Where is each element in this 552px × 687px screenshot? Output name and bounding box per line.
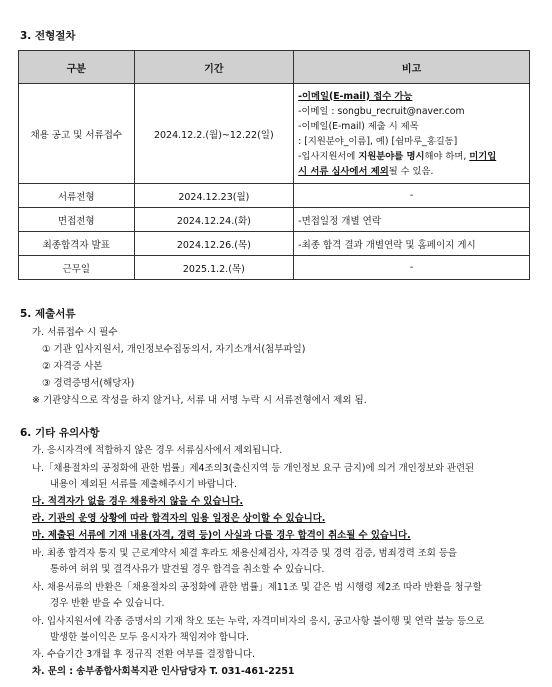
table-header-row xyxy=(19,51,530,84)
row-name: 근무일 xyxy=(19,256,135,280)
section3-title: 3. 전형절차 xyxy=(20,30,76,42)
section6-title: 6. 기타 유의사항 xyxy=(20,427,100,439)
note-email-accept: -이메일(E-mail) 접수 가능 xyxy=(298,90,413,102)
notice-item-ma: 마. 제출된 서류에 기재 내용(자격, 경력 등)이 사실과 다를 경우 합격이 취소될 수 있습니다. xyxy=(32,530,411,541)
table-row xyxy=(19,256,530,280)
notice-item-a-cont: 발생한 불이익은 모두 응시자가 책임져야 합니다. xyxy=(50,632,250,643)
note-email-subject: -이메일(E-mail) 제출 시 제목 xyxy=(298,120,419,132)
document-item: ① 기관 입사지원서, 개인정보수집동의서, 자기소개서(첨부파일) xyxy=(42,344,306,355)
section5-note: ※ 기관양식으로 작성을 하지 않거나, 서류 내 서명 누락 시 서류전형에서 제외 됨. xyxy=(32,395,367,406)
table-row xyxy=(19,232,530,256)
document-item: ② 자격증 사본 xyxy=(42,361,103,372)
row-note: -면접일정 개별 연락 xyxy=(294,208,530,232)
notice-item-na-cont: 내용이 제외된 서류를 제출해주시기 바랍니다. xyxy=(50,479,237,490)
notice-item-ja: 자. 수습기간 3개월 후 정규직 전환 여부를 결정합니다. xyxy=(32,649,255,660)
row-name: 서류전형 xyxy=(19,184,135,208)
row-name: 채용 공고 및 서류접수 xyxy=(19,84,135,184)
row-note: - xyxy=(294,184,530,208)
row-period: 2024.12.24.(화) xyxy=(134,208,294,232)
notice-item-ba: 바. 최종 합격자 통지 및 근로계약서 체결 후라도 채용신체검사, 자격증 및 경력 검증, 범죄경력 조회 등을 xyxy=(32,548,457,559)
document-item: ③ 경력증명서(해당자) xyxy=(42,378,135,389)
row-period: 2025.1.2.(목) xyxy=(134,256,294,280)
notice-item-na: 나.「채용절차의 공정화에 관한 법률」제4조의3(출신지역 등 개인정보 요구 금지)에 의거 개인정보와 관련된 xyxy=(32,463,475,474)
notice-item-a: 아. 입사지원서에 각종 증명서의 기재 착오 또는 누락, 자격미비자의 응시, 공고사항 불이행 및 연락 불능 등으로 xyxy=(32,616,485,627)
table-row xyxy=(19,184,530,208)
table-row xyxy=(19,208,530,232)
notice-item-da: 다. 적격자가 없을 경우 채용하지 않을 수 있습니다. xyxy=(32,496,244,507)
note-email-address: -이메일 : songbu_recruit@naver.com xyxy=(298,105,465,117)
row-note: -최종 합격 결과 개별연락 및 홈페이지 게시 xyxy=(294,232,530,256)
row-name: 최종합격자 발표 xyxy=(19,232,135,256)
header-period: 기간 xyxy=(134,51,294,84)
contact-info: 차. 문의 : 송부종합사회복지관 인사담당자 T. 031-461-2251 xyxy=(32,666,295,677)
procedure-table xyxy=(18,50,530,280)
header-category: 구분 xyxy=(19,51,135,84)
row-period: 2024.12.2.(월)~12.22(일) xyxy=(134,84,294,184)
notice-item-ga: 가. 응시자격에 적합하지 않은 경우 서류심사에서 제외됩니다. xyxy=(32,445,283,456)
note-exclusion: 시 서류 심사에서 제외될 수 있음. xyxy=(298,165,434,177)
row-period: 2024.12.26.(목) xyxy=(134,232,294,256)
note-field-required: -입사지원서에 지원분야를 명시해야 하며, 미기입 xyxy=(298,150,497,162)
row-notes xyxy=(294,84,530,184)
row-period: 2024.12.23(월) xyxy=(134,184,294,208)
section5-title: 5. 제출서류 xyxy=(20,308,76,320)
notice-item-sa: 사. 채용서류의 반환은「채용절차의 공정화에 관한 법률」제11조 및 같은 법 시행령 제2조 따라 반환을 청구할 xyxy=(32,582,482,593)
notice-item-ra: 라. 기관의 운영 상황에 따라 합격자의 임용 일정은 상이할 수 있습니다. xyxy=(32,513,326,524)
row-name: 면접전형 xyxy=(19,208,135,232)
row-note: - xyxy=(294,256,530,280)
section5-intro: 가. 서류접수 시 필수 xyxy=(32,327,118,338)
note-subject-format: : [지원분야_이름], 예) [쉼마루_홍길동] xyxy=(298,135,458,147)
notice-item-sa-cont: 경우 반환 받을 수 있습니다. xyxy=(50,598,165,609)
header-notes: 비고 xyxy=(294,51,530,84)
notice-item-ba-cont: 통하여 허위 및 결격사유가 발견될 경우 합격을 취소할 수 있습니다. xyxy=(50,564,325,575)
table-row xyxy=(19,84,530,184)
